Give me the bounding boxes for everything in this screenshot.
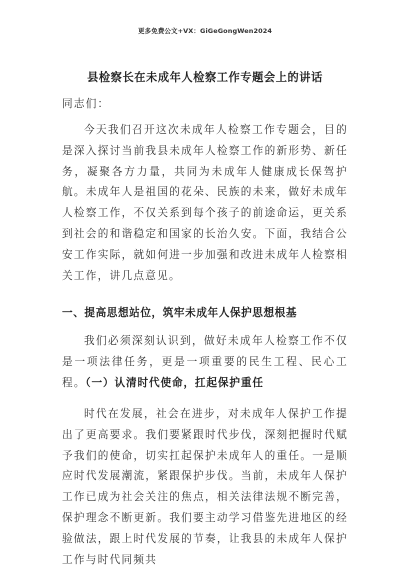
document-title: 县检察长在未成年人检察工作专题会上的讲话 [87, 70, 323, 84]
paragraph-section-1: 我们必须深刻认识到，做好未成年人检察工作不仅是一项法律任务，更是一项重要的民生工程、民心工程。 [62, 335, 348, 389]
salutation: 同志们： [62, 98, 110, 110]
paragraph-intro: 今天我们召开这次未成年人检察工作专题会，目的是深入探讨当前我县未成年人检察工作的新形势、新任务，凝聚各方力量，共同为未成年人健康成长保驾护航。未成年人是祖国的花朵、民族的未来，做好未成年人检察工作，不仅关系到每个孩子的前途命运，更关系到社会的和谐稳定和国家的长治久安。下面，我结合公安工作实际，就如何进一步加强和改进未成年人检察相关工作，讲几点意见。 [62, 124, 348, 282]
header-note: 更多免费公文+VX：GiGeGongWen2024 [138, 27, 272, 35]
subsection-heading-1: （一）认清时代使命，扛起保护重任 [80, 377, 264, 389]
section-heading-1: 一、提高思想站位，筑牢未成年人保护思想根基 [62, 307, 298, 319]
paragraph-subsection-1: 时代在发展，社会在进步，对未成年人保护工作提出了更高要求。我们要紧跟时代步伐，深刻把握时代赋予我们的使命，切实扛起保护未成年人的重任。一是顺应时代发展潮流，紧跟保护步伐。当前，未成年人保护工作已成为社会关注的焦点，相关法律法规不断完善，保护理念不断更新。我们要主动学习借鉴先进地区的经验做法，跟上时代发展的节奏，让我县的未成年人保护工作与时代同频共 [62, 408, 348, 566]
